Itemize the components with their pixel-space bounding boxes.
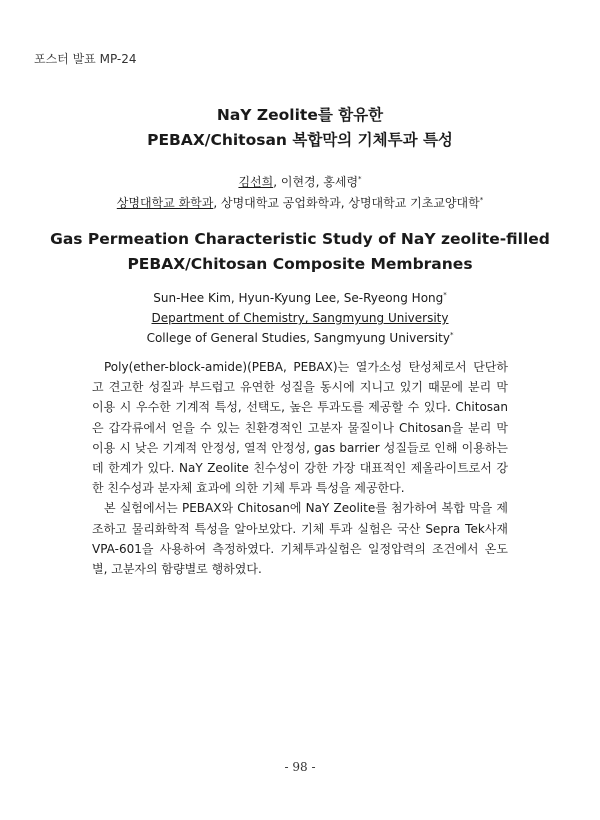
abstract-body: [92, 357, 508, 579]
abstract-paragraph-2: 본 실험에서는 PEBAX와 Chitosan에 NaY Zeolite를 첨가하여 복합 막을 제조하고 물리화학적 특성을 알아보았다. 기체 투과 실험은 국산 Sepra Tek사재 VPA-601을 사용하여 측정하였다. 기체투과실험은 일정압력의 조건에서 온도별, 고분자의 함량별로 행하였다.: [92, 501, 508, 577]
affiliation-general-english: [0, 328, 600, 348]
author-names-english-text: Sun-Hee Kim, Hyun-Kyung Lee, Se-Ryeong Hong: [153, 291, 444, 305]
authors-english: [0, 288, 600, 348]
authors-korean: [0, 172, 600, 214]
poster-label: 포스터 발표 MP-24: [34, 52, 137, 66]
abstract-paragraph-1: Poly(ether-block-amide)(PEBA, PEBAX)는 열가소성 탄성체로서 단단하고 견고한 성질과 부드럽고 유연한 성질을 동시에 지니고 있기 때문에 분리 막 이용 시 우수한 기계적 특성, 선택도, 높은 투과도를 제공할 수 있다. Chitosan은 갑각류에서 얻을 수 있는 친환경적인 고분자 물질이나 Chitosan을 분리 막 이용 시 낮은 기계적 안정성, 열적 안정성, gas barrier 성질들로 인해 이용하는데 한계가 있다. NaY Zeolite 친수성이 강한 가장 대표적인 제올라이트로서 강한 친수성과 분자체 효과에 의한 기체 투과 특성을 제공한다.: [92, 360, 508, 496]
title-english-line2: PEBAX/Chitosan Composite Membranes: [127, 255, 473, 273]
title-korean-line2: PEBAX/Chitosan 복합막의 기체투과 특성: [147, 131, 453, 149]
affiliations-korean: [0, 193, 600, 214]
title-english-line1: Gas Permeation Characteristic Study of NaY zeolite-filled: [50, 230, 550, 248]
title-korean-line1: NaY Zeolite를 함유한: [216, 106, 384, 124]
author-names-korean: [0, 172, 600, 193]
presenting-author: 김선희: [238, 175, 274, 189]
page-number: - 98 -: [284, 760, 316, 774]
corresponding-mark: *: [443, 291, 447, 299]
co-authors-korean: , 이현경, 홍세령: [273, 175, 359, 189]
corresponding-mark: *: [479, 196, 484, 204]
affiliation-chemistry-english: Department of Chemistry, Sangmyung University: [151, 311, 449, 325]
corresponding-mark: *: [449, 331, 454, 339]
affiliation-others-korean: , 상명대학교 공업화학과, 상명대학교 기초교양대학: [213, 196, 480, 210]
author-names-english: [0, 288, 600, 308]
title-korean: [0, 103, 600, 153]
affiliation-general-english-text: College of General Studies, Sangmyung University: [146, 331, 450, 345]
corresponding-mark: *: [358, 175, 362, 183]
affiliation-chemistry-korean: 상명대학교 화학과: [116, 196, 214, 210]
title-english: [0, 227, 600, 277]
